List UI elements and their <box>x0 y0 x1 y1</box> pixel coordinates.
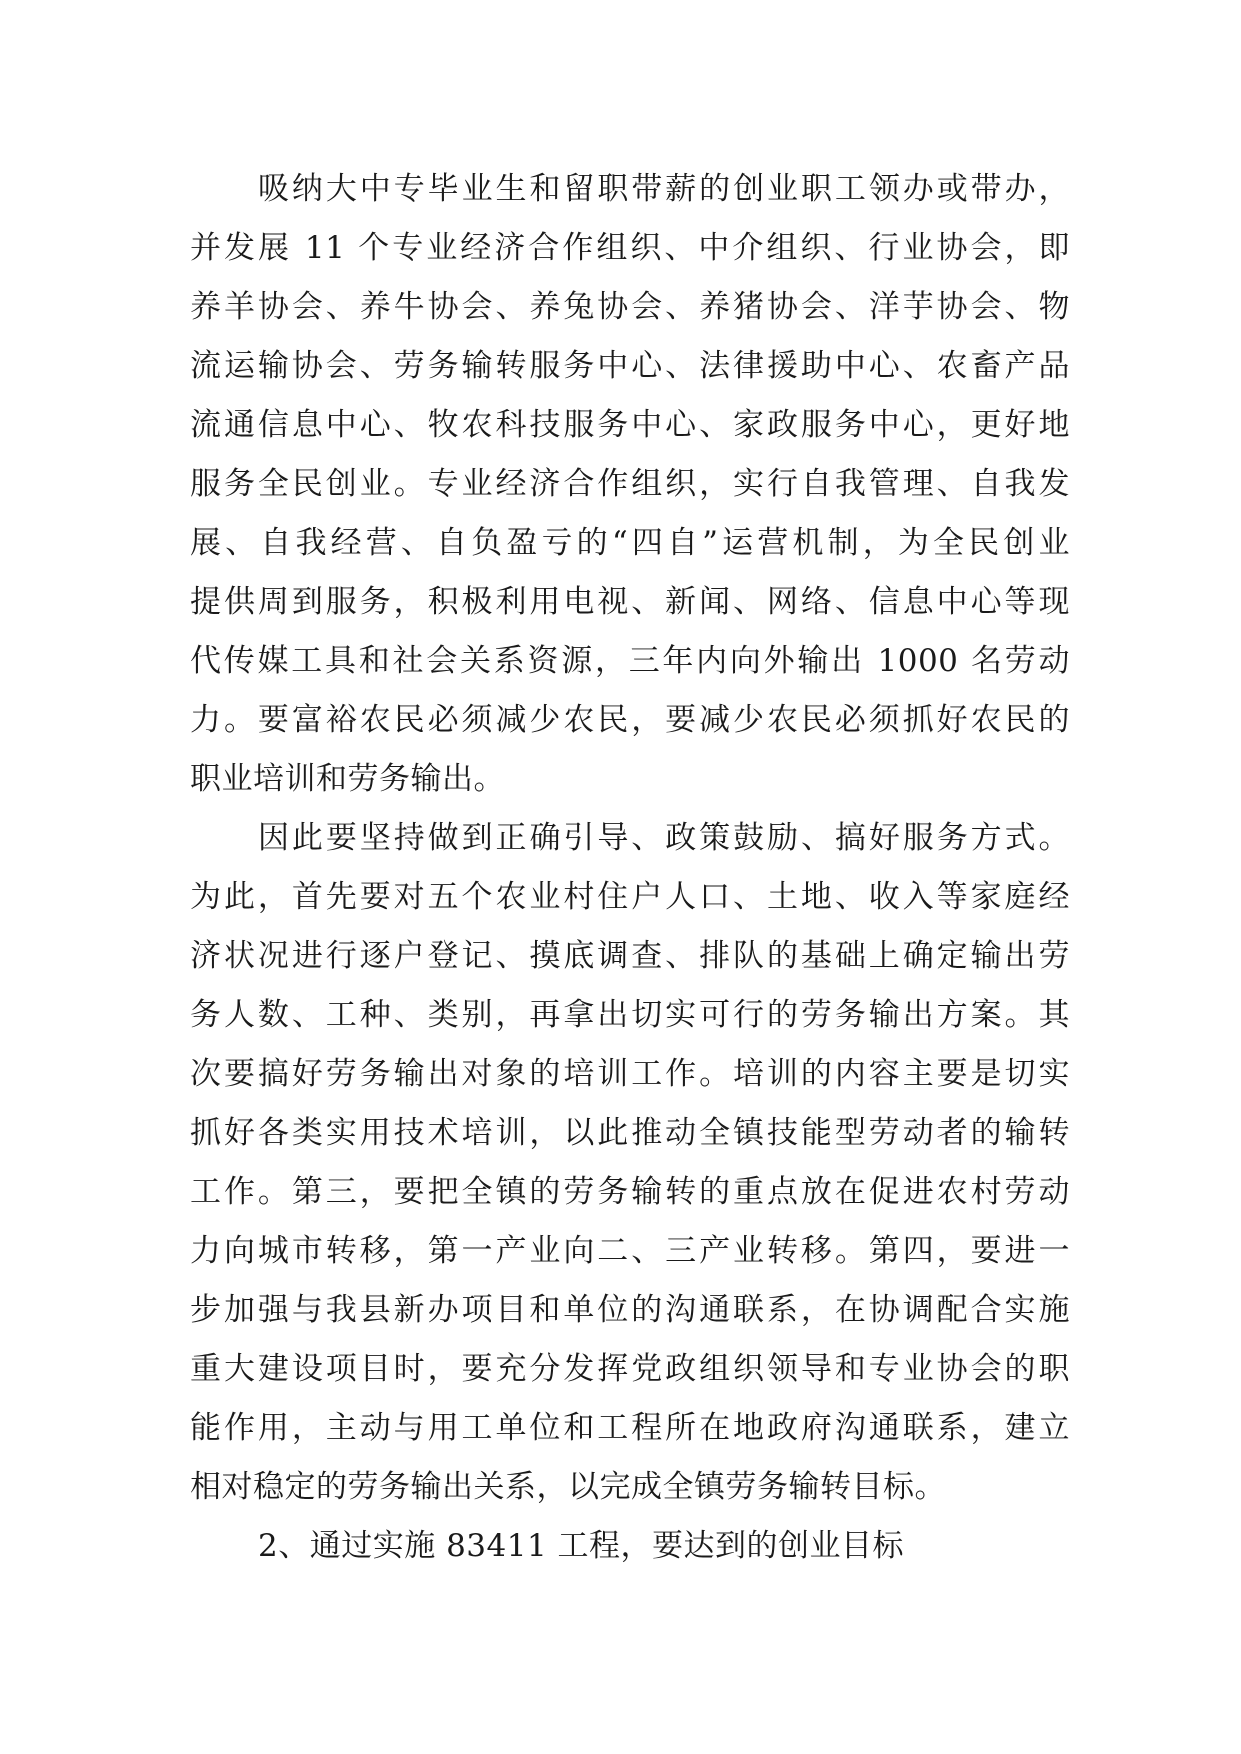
text-line: 济状况进行逐户登记、摸底调查、排队的基础上确定输出劳 <box>190 938 1070 974</box>
text-line: 流运输协会、劳务输转服务中心、法律援助中心、农畜产品 <box>190 348 1070 384</box>
text-line: 力。要富裕农民必须减少农民，要减少农民必须抓好农民的 <box>190 702 1070 738</box>
text-line: 次要搞好劳务输出对象的培训工作。培训的内容主要是切实 <box>190 1056 1070 1092</box>
text-line: 为此，首先要对五个农业村住户人口、土地、收入等家庭经 <box>190 879 1070 915</box>
text-line: 步加强与我县新办项目和单位的沟通联系，在协调配合实施 <box>190 1292 1070 1328</box>
text-line: 服务全民创业。专业经济合作组织，实行自我管理、自我发 <box>190 466 1070 502</box>
text-line: 工作。第三，要把全镇的劳务输转的重点放在促进农村劳动 <box>190 1174 1070 1210</box>
document-body <box>190 160 1070 1576</box>
section-heading: 2、通过实施 83411 工程，要达到的创业目标 <box>258 1528 905 1564</box>
text-line: 重大建设项目时，要充分发挥党政组织领导和专业协会的职 <box>190 1351 1070 1387</box>
text-line: 流通信息中心、牧农科技服务中心、家政服务中心，更好地 <box>190 407 1070 443</box>
text-line: 务人数、工种、类别，再拿出切实可行的劳务输出方案。其 <box>190 997 1070 1033</box>
paragraph-1 <box>190 160 1070 809</box>
text-line: 代传媒工具和社会关系资源，三年内向外输出 1000 名劳动 <box>190 643 1070 679</box>
text-line: 因此要坚持做到正确引导、政策鼓励、搞好服务方式。 <box>258 820 1070 856</box>
text-line: 展、自我经营、自负盈亏的“四自”运营机制，为全民创业 <box>190 525 1070 561</box>
text-line: 力向城市转移，第一产业向二、三产业转移。第四，要进一 <box>190 1233 1070 1269</box>
paragraph-3-heading <box>190 1517 1070 1576</box>
text-line: 并发展 11 个专业经济合作组织、中介组织、行业协会，即 <box>190 230 1070 266</box>
paragraph-2 <box>190 809 1070 1517</box>
text-line: 能作用，主动与用工单位和工程所在地政府沟通联系，建立 <box>190 1410 1070 1446</box>
text-line: 抓好各类实用技术培训，以此推动全镇技能型劳动者的输转 <box>190 1115 1070 1151</box>
text-line: 养羊协会、养牛协会、养兔协会、养猪协会、洋芋协会、物 <box>190 289 1070 325</box>
text-line: 职业培训和劳务输出。 <box>190 761 505 797</box>
text-line: 提供周到服务，积极利用电视、新闻、网络、信息中心等现 <box>190 584 1070 620</box>
text-line: 相对稳定的劳务输出关系，以完成全镇劳务输转目标。 <box>190 1469 946 1505</box>
text-line: 吸纳大中专毕业生和留职带薪的创业职工领办或带办， <box>258 171 1070 207</box>
